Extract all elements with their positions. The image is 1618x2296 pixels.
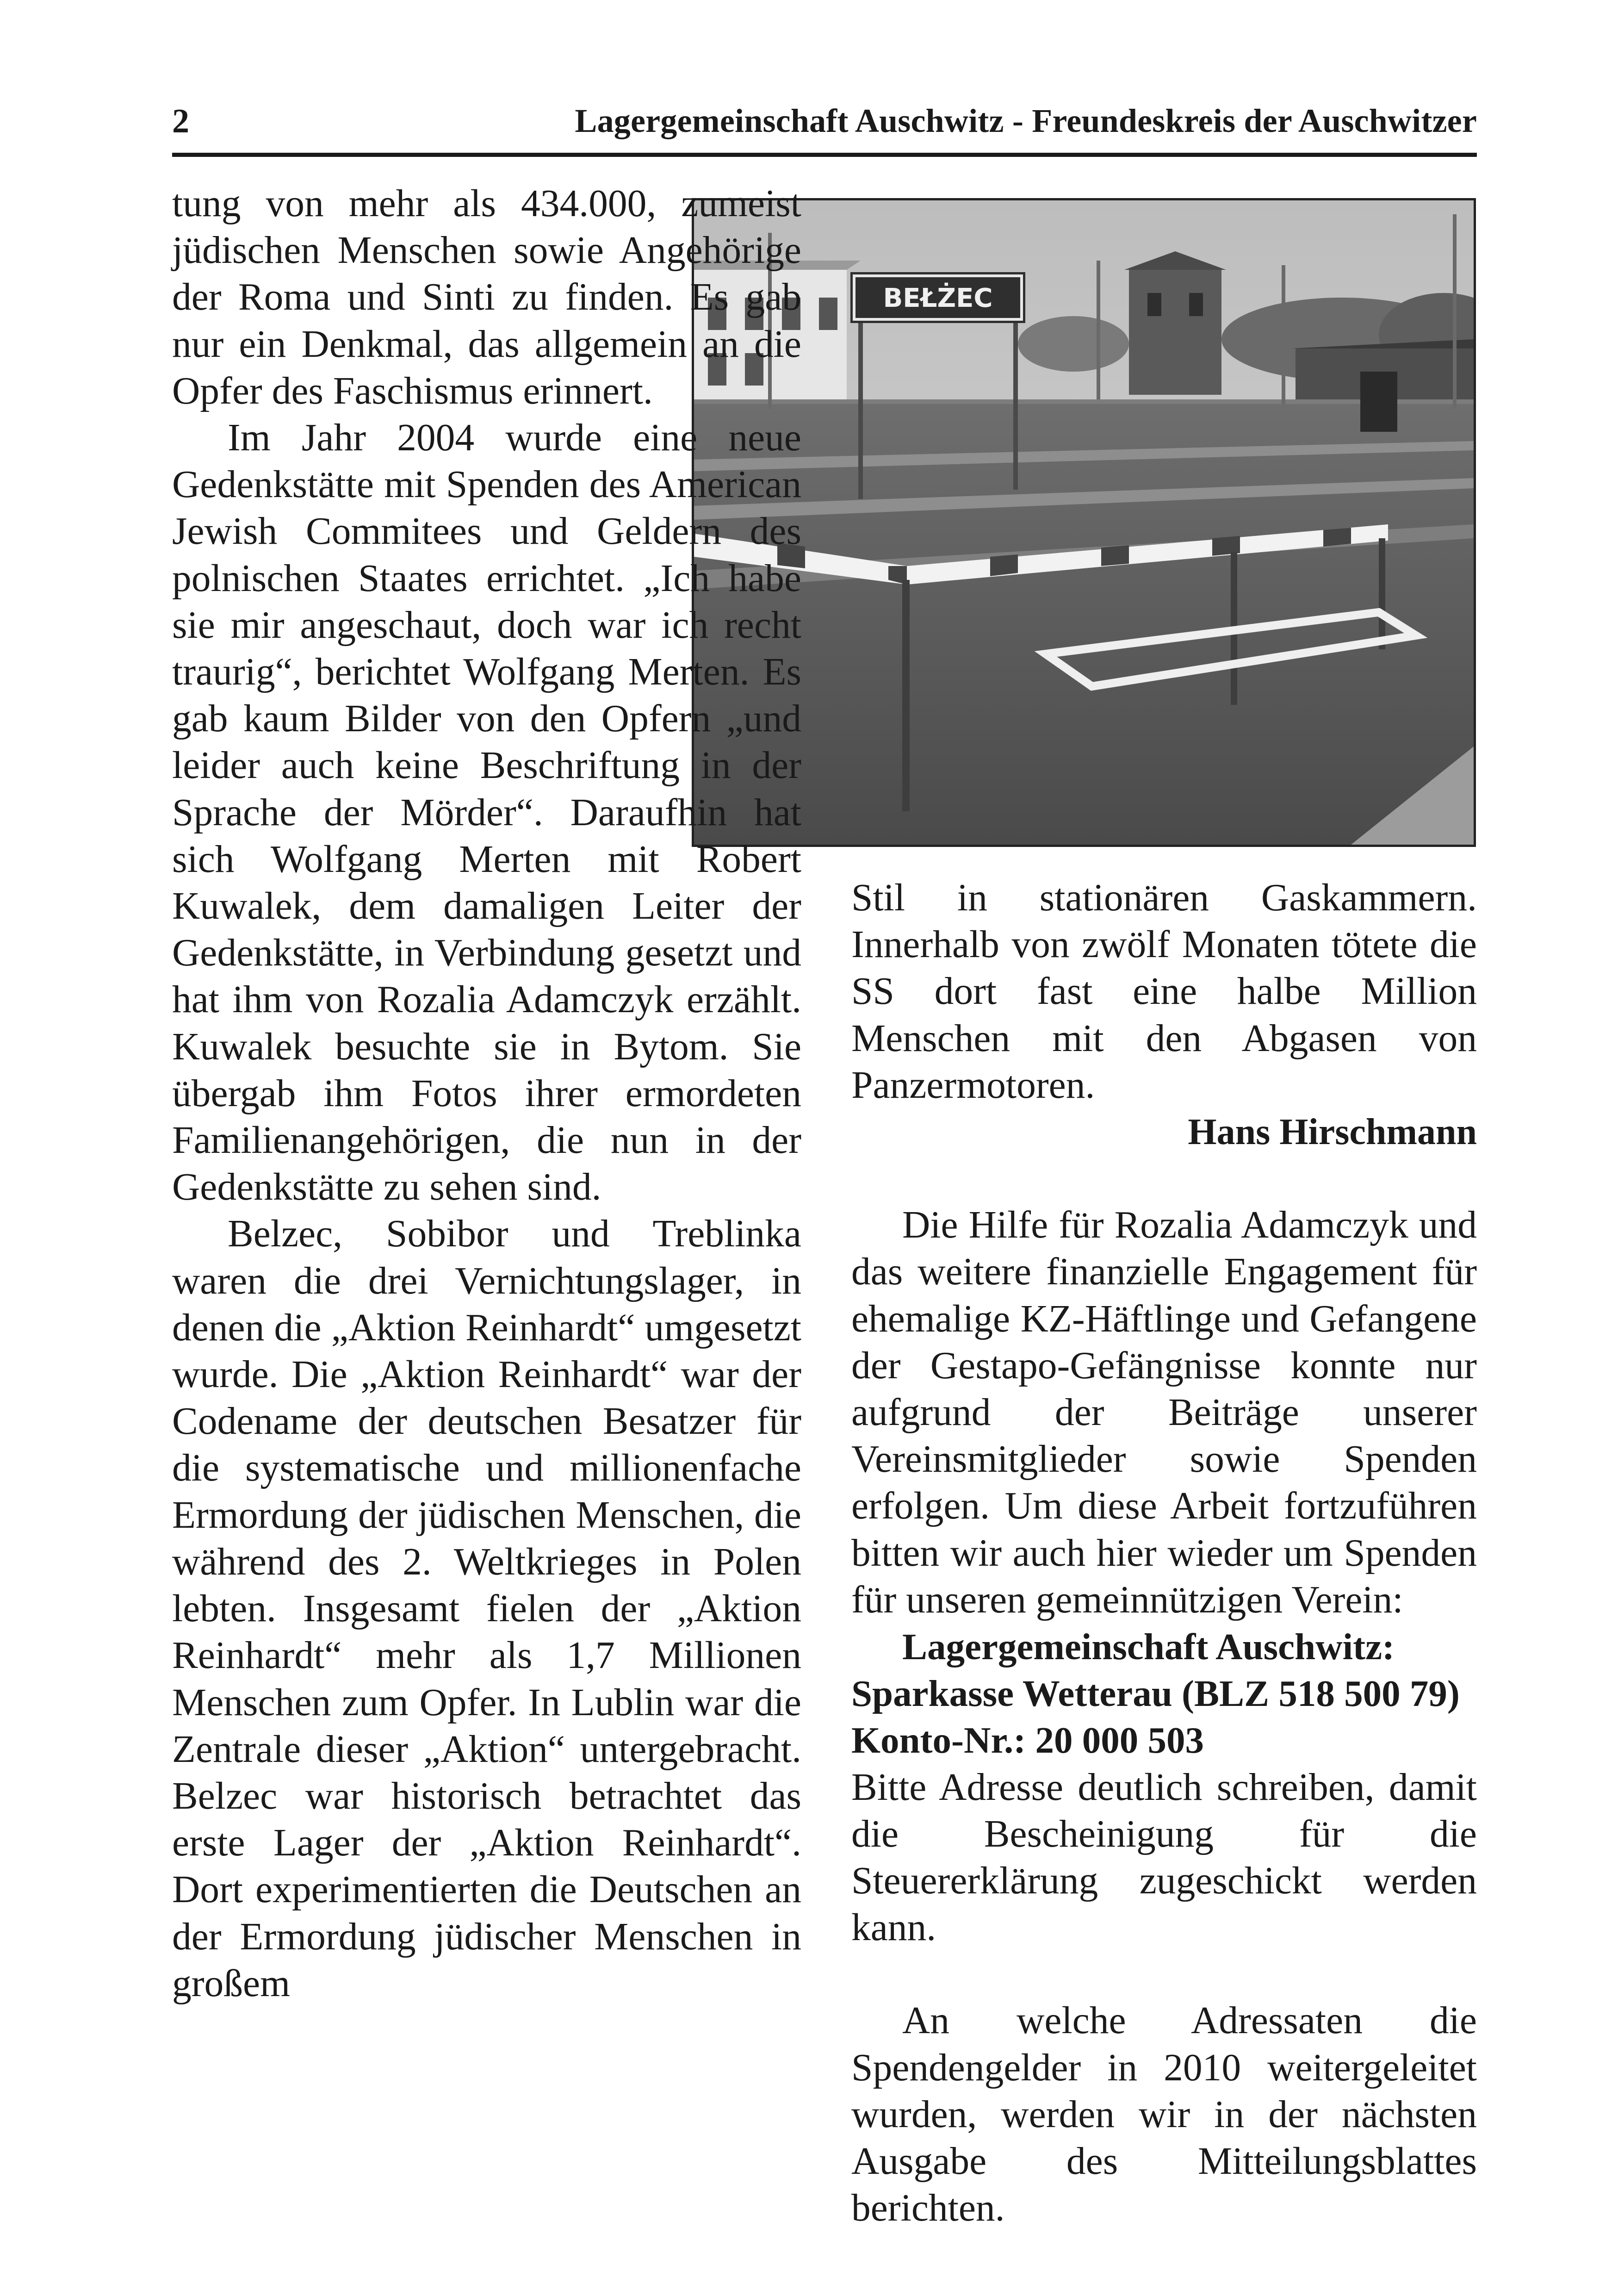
bank-account-number: Konto-Nr.: 20 000 503	[851, 1719, 1204, 1761]
page-header	[172, 102, 1477, 157]
running-title: Lagergemeinschaft Auschwitz - Freundeskreis der Auschwitzer	[575, 102, 1477, 139]
right-paragraph-4: An welche Adressaten die Spendengelder in 2010 weitergeleitet wurden, werden wir in der nächsten Ausgabe des Mitteilungsblattes berichten.	[851, 1999, 1477, 2230]
right-paragraph-2: Die Hilfe für Rozalia Adamczyk und das weitere finanzielle Engagement für ehemalige KZ-Häftlinge und Gefangene der Gestapo-Gefängnisse konnte nur aufgrund der Beiträge unserer Vereinsmitglieder sowie Spenden erfolgen. Um diese Arbeit fortzuführen bitten wir auch hier wieder um Spenden für unseren gemeinnützigen Verein:	[851, 1204, 1477, 1621]
page-number: 2	[172, 102, 189, 140]
belzec-station-photo	[692, 198, 1476, 847]
station-sign-text: BEŁŻEC	[883, 283, 993, 313]
right-paragraph-3: Bitte Adresse deutlich schreiben, damit die Bescheinigung für die Steuererklärung zugeschickt werden kann.	[851, 1766, 1477, 1949]
left-paragraph-1: tung von mehr als 434.000, zumeist jüdischen Menschen sowie Angehörige der Roma und Sinti zu finden. Es gab nur ein Denkmal, das allgemein an die Opfer des Faschismus erinnert.	[172, 182, 801, 412]
author-name: Hans Hirschmann	[1188, 1112, 1477, 1153]
bank-name: Sparkasse Wetterau (BLZ 518 500 79)	[851, 1673, 1460, 1715]
left-paragraph-2: Im Jahr 2004 wurde eine neue Gedenkstätte mit Spenden des American Jewish Commitees und Geldern des polnischen Staates errichtet. „Ich habe sie mir angeschaut, doch war ich recht traurig“, berichtet Wolfgang Merten. Es gab kaum Bilder von den Opfern „und leider auch keine Beschriftung in der Sprache der Mörder“. Daraufhin hat sich Wolfgang Merten mit Robert Kuwalek, dem damaligen Leiter der Gedenkstätte, in Verbindung gesetzt und hat ihm von Rozalia Adamczyk erzählt. Kuwalek besuchte sie in Bytom. Sie übergab ihm Fotos ihrer ermordeten Familienangehörigen, die nun in der Gedenkstätte zu sehen sind.	[172, 417, 801, 1209]
right-paragraph-1: Stil in stationären Gaskammern. Innerhalb von zwölf Monaten tötete die SS dort fast eine halbe Million Menschen mit den Abgasen von Panzermotoren.	[851, 877, 1477, 1107]
left-column	[172, 180, 801, 2007]
bank-account-holder: Lagergemeinschaft Auschwitz:	[902, 1626, 1395, 1668]
right-column	[851, 875, 1477, 2232]
left-paragraph-3: Belzec, Sobibor und Treblinka waren die drei Vernichtungslager, in denen die „Aktion Reinhardt“ umgesetzt wurde. Die „Aktion Reinhardt“ war der Codename der deutschen Besatzer für die systematische und millionenfache Ermordung der jüdischen Menschen, die während des 2. Weltkrieges in Polen lebten. Insgesamt fielen der „Aktion Reinhardt“ mehr als 1,7 Millionen Menschen zum Opfer. In Lublin war die Zentrale dieser „Aktion“ untergebracht. Belzec war historisch betrachtet das erste Lager der „Aktion Reinhardt“. Dort experimentierten die Deutschen an der Ermordung jüdischer Menschen in großem	[172, 1213, 801, 2005]
